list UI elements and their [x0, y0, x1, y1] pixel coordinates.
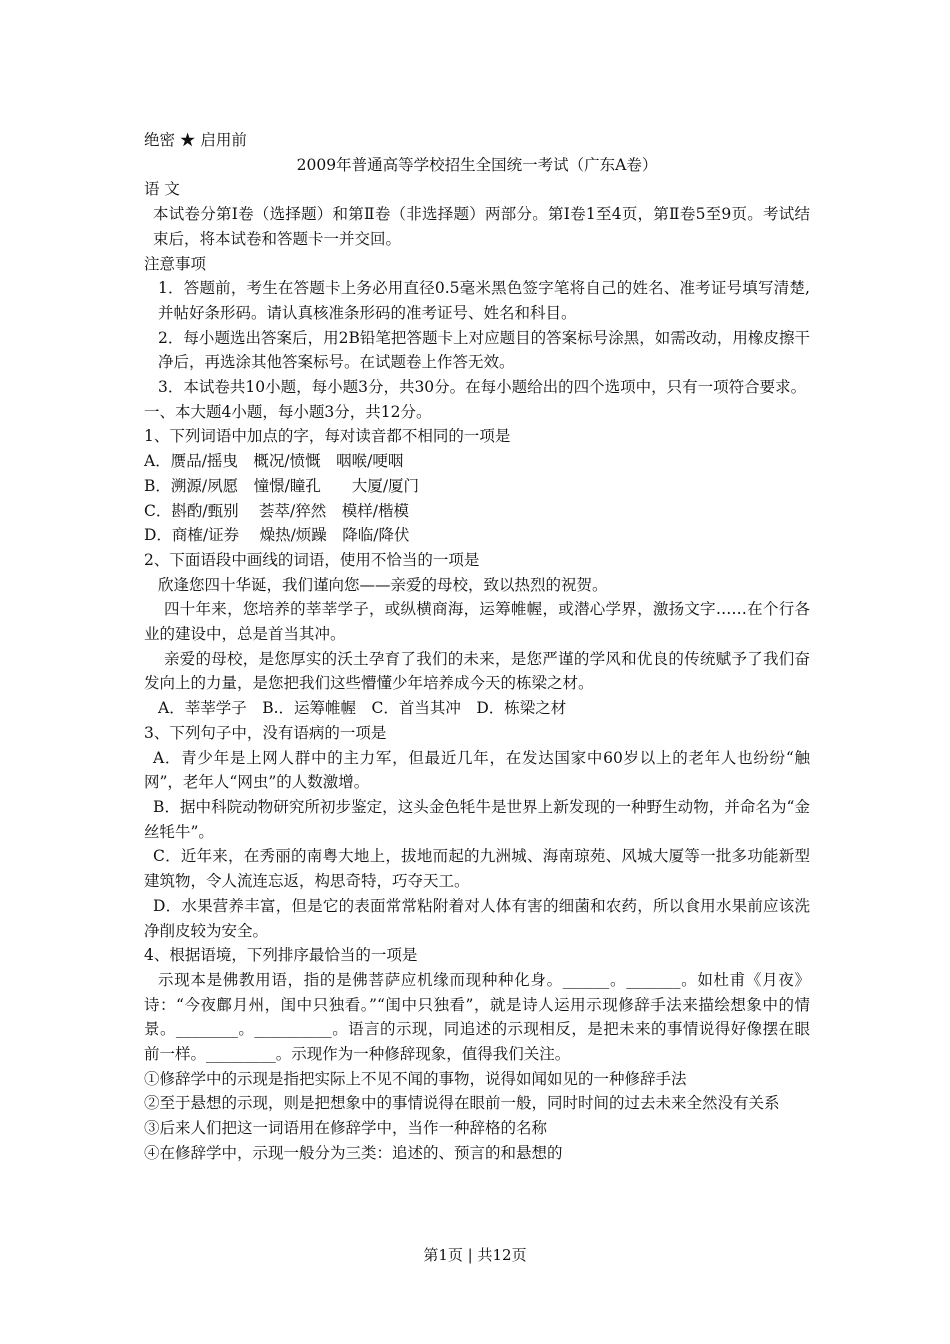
question-2-paragraph: 四十年来，您培养的莘莘学子，或纵横商海，运筹帷幄，或潜心学界，激扬文字……在个行各业的建设中，总是首当其冲。	[144, 600, 810, 644]
question-4-paragraph: 示现本是佛教用语，指的是佛菩萨应机缘而现种种化身。______。_______。如杜甫《月夜》诗：“今夜鄜月州，闺中只独看。”“闺中只独看”，就是诗人运用示现修辞手法来描绘想象中的情景。________。__________。语言的示现，同追述的示现相反，是把未来的事情说得好像摆在眼前一样。_________。示现作为一种修辞现象，值得我们关注。	[144, 970, 810, 1064]
question-1-option: D．商榷/证券 燥热/烦躁 降临/降伏	[144, 526, 410, 545]
question-4-item: ②至于悬想的示现，则是把想象中的事情说得在眼前一般，同时时间的过去未来全然没有关系	[144, 1094, 780, 1113]
page-footer: 第1页 | 共12页	[423, 1246, 527, 1264]
question-2-paragraph: 欣逢您四十华诞，我们谨向您——亲爱的母校，致以热烈的祝贺。	[158, 575, 608, 594]
confidential-label: 绝密 ★ 启用前	[144, 131, 247, 149]
question-1-stem: 1、下列词语中加点的字，每对读音都不相同的一项是	[144, 427, 511, 446]
note-item: 1．答题前，考生在答题卡上务必用直径0.5毫米黑色签字笔将自己的姓名、准考证号填写清楚,并帖好条形码。请认真核准条形码的准考证号、姓名和科目。	[158, 279, 810, 322]
exam-title: 2009年普通高等学校招生全国统一考试（广东A卷）	[296, 155, 658, 174]
question-3-option: B．据中科院动物研究所初步鉴定，这头金色牦牛是世界上新发现的一种野生动物，并命名为“金丝牦牛”。	[144, 797, 810, 841]
question-1-option: A．赝品/摇曳 概况/愤慨 咽喉/哽咽	[144, 452, 404, 471]
note-item: 2．每小题选出答案后，用2B铅笔把答题卡上对应题目的答案标号涂黑，如需改动，用橡皮擦干净后，再选涂其他答案标号。在试题卷上作答无效。	[158, 328, 810, 372]
question-2-options: A．莘莘学子 B.．运筹帷幄 C．首当其冲 D．栋梁之材	[158, 699, 567, 718]
question-4-item: ③后来人们把这一词语用在修辞学中，当作一种辞格的名称	[144, 1119, 548, 1138]
note-item: 3．本试卷共10小题，每小题3分，共30分。在每小题给出的四个选项中，只有一项符合要求。	[158, 378, 807, 397]
question-3-option: A．青少年是上网人群中的主力军，但最近几年，在发达国家中60岁以上的老年人也纷纷“触网”，老年人“网虫”的人数激增。	[144, 748, 810, 792]
question-3-option: D．水果营养丰富，但是它的表面常常粘附着对人体有害的细菌和农药，所以食用水果前应该洗净削皮较为安全。	[144, 896, 810, 940]
question-4-item: ④在修辞学中，示现一般分为三类：追述的、预言的和悬想的	[144, 1143, 563, 1162]
section-heading: 一、本大题4小题，每小题3分，共12分。	[144, 402, 432, 421]
question-2-stem: 2、下面语段中画线的词语，使用不恰当的一项是	[144, 550, 480, 569]
question-3-stem: 3、下列句子中，没有语病的一项是	[144, 723, 387, 742]
question-3-option: C．近年来，在秀丽的南粤大地上，拔地而起的九洲城、海南琼苑、风城大厦等一批多功能新型建筑物，令人流连忘返，构思奇特，巧夺天工。	[144, 847, 810, 891]
exam-page	[144, 128, 810, 1166]
question-1-option: C．斟酌/甄别 荟萃/猝然 模样/楷模	[144, 501, 409, 520]
subject-label: 语 文	[144, 180, 180, 199]
notes-heading: 注意事项	[144, 254, 207, 273]
question-4-item: ①修辞学中的示现是指把实际上不见不闻的事物，说得如闻如见的一种修辞手法	[144, 1069, 687, 1088]
intro-paragraph: 本试卷分第Ⅰ卷（选择题）和第Ⅱ卷（非选择题）两部分。第Ⅰ卷1至4页，第Ⅱ卷5至9页。考试结束后，将本试卷和答题卡一并交回。	[153, 205, 810, 248]
question-1-option: B．溯源/夙愿 憧憬/瞳孔 大厦/厦门	[144, 476, 420, 495]
question-2-paragraph: 亲爱的母校，是您厚实的沃土孕育了我们的未来，是您严谨的学风和优良的传统赋予了我们奋发向上的力量，是您把我们这些懵懂少年培养成今天的栋梁之材。	[144, 649, 810, 693]
question-4-stem: 4、根据语境，下列排序最恰当的一项是	[144, 946, 418, 965]
